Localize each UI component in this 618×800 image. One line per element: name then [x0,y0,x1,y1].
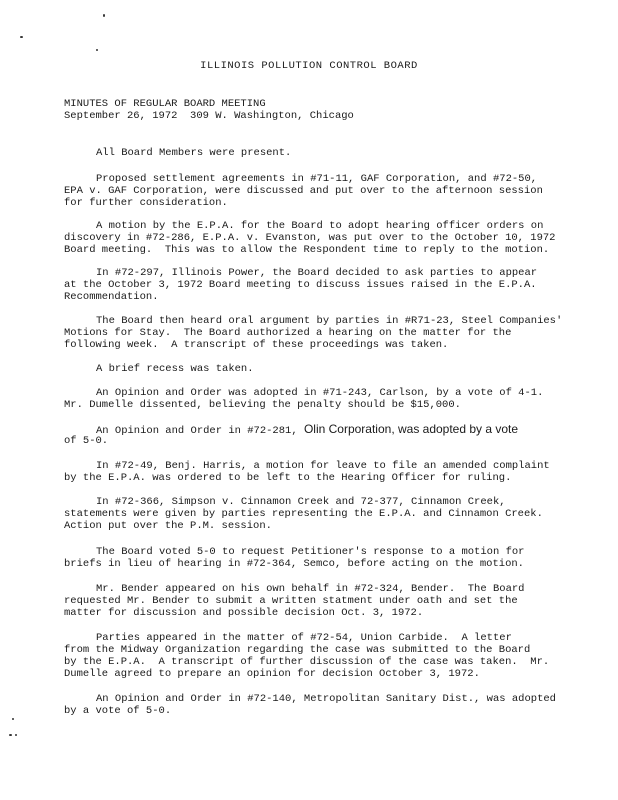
paragraph-line: by a vote of 5-0. [64,705,172,717]
paragraph-line: from the Midway Organization regarding the case was submitted to the Board [64,644,531,656]
paragraph-line: briefs in lieu of hearing in #72-364, Semco, before acting on the motion. [64,558,524,570]
paragraph-line: Dumelle agreed to prepare an opinion for decision October 3, 1972. [64,668,480,680]
paragraph-line: A brief recess was taken. [96,363,254,375]
scan-speck [96,49,98,51]
attendance-line: All Board Members were present. [96,147,292,159]
paragraph-line: by the E.P.A. was ordered to be left to the Hearing Officer for ruling. [64,472,512,484]
paragraph-line: Action put over the P.M. session. [64,520,272,532]
paragraph-line: In #72-366, Simpson v. Cinnamon Creek and 72-377, Cinnamon Creek, [96,496,506,508]
paragraph-text: Olin Corporation, was adopted by a vote [303,422,519,436]
paragraph-line: Mr. Dumelle dissented, believing the penalty should be $15,000. [64,399,461,411]
paragraph-line: In #72-49, Benj. Harris, a motion for leave to file an amended complaint [96,460,550,472]
paragraph-line: following week. A transcript of these proceedings was taken. [64,339,449,351]
paragraph-line: matter for discussion and possible decision Oct. 3, 1972. [64,607,424,619]
paragraph-line: of 5-0. [64,435,109,447]
document-title: ILLINOIS POLLUTION CONTROL BOARD [200,60,418,72]
paragraph-line: The Board then heard oral argument by parties in #R71-23, Steel Companies' [96,315,563,327]
paragraph-line: Recommendation. [64,291,159,303]
paragraph-line [96,423,518,437]
paragraph-line: at the October 3, 1972 Board meeting to discuss issues raised in the E.P.A. [64,279,537,291]
scan-speck [12,718,14,720]
paragraph-line: EPA v. GAF Corporation, were discussed and put over to the afternoon session [64,185,543,197]
scan-speck [20,36,23,38]
paragraph-line: Board meeting. This was to allow the Respondent time to reply to the motion. [64,244,550,256]
paragraph-line: discovery in #72-286, E.P.A. v. Evanston, was put over to the October 10, 1972 [64,232,556,244]
paragraph-line: In #72-297, Illinois Power, the Board decided to ask parties to appear [96,267,538,279]
paragraph-line: Mr. Bender appeared on his own behalf in #72-324, Bender. The Board [96,583,525,595]
minutes-title: MINUTES OF REGULAR BOARD MEETING [64,98,266,110]
paragraph-line: The Board voted 5-0 to request Petitioner's response to a motion for [96,546,525,558]
paragraph-line: statements were given by parties representing the E.P.A. and Cinnamon Creek. [64,508,543,520]
paragraph-text: An Opinion and Order in #72-281, [96,425,304,437]
paragraph-line: A motion by the E.P.A. for the Board to adopt hearing officer orders on [96,220,544,232]
scan-speck [9,734,12,736]
paragraph-line: for further consideration. [64,197,228,209]
paragraph-line: Proposed settlement agreements in #71-11, GAF Corporation, and #72-50, [96,173,538,185]
scan-speck [103,14,105,17]
paragraph-line: Parties appeared in the matter of #72-54, Union Carbide. A letter [96,632,512,644]
paragraph-line: An Opinion and Order in #72-140, Metropolitan Sanitary Dist., was adopted [96,693,556,705]
date-location: September 26, 1972 309 W. Washington, Chicago [64,110,354,122]
paragraph-line: Motions for Stay. The Board authorized a hearing on the matter for the [64,327,512,339]
paragraph-line: by the E.P.A. A transcript of further discussion of the case was taken. Mr. [64,656,550,668]
paragraph-line: requested Mr. Bender to submit a written statment under oath and set the [64,595,518,607]
paragraph-line: An Opinion and Order was adopted in #71-243, Carlson, by a vote of 4-1. [96,387,544,399]
scan-speck [15,734,17,736]
